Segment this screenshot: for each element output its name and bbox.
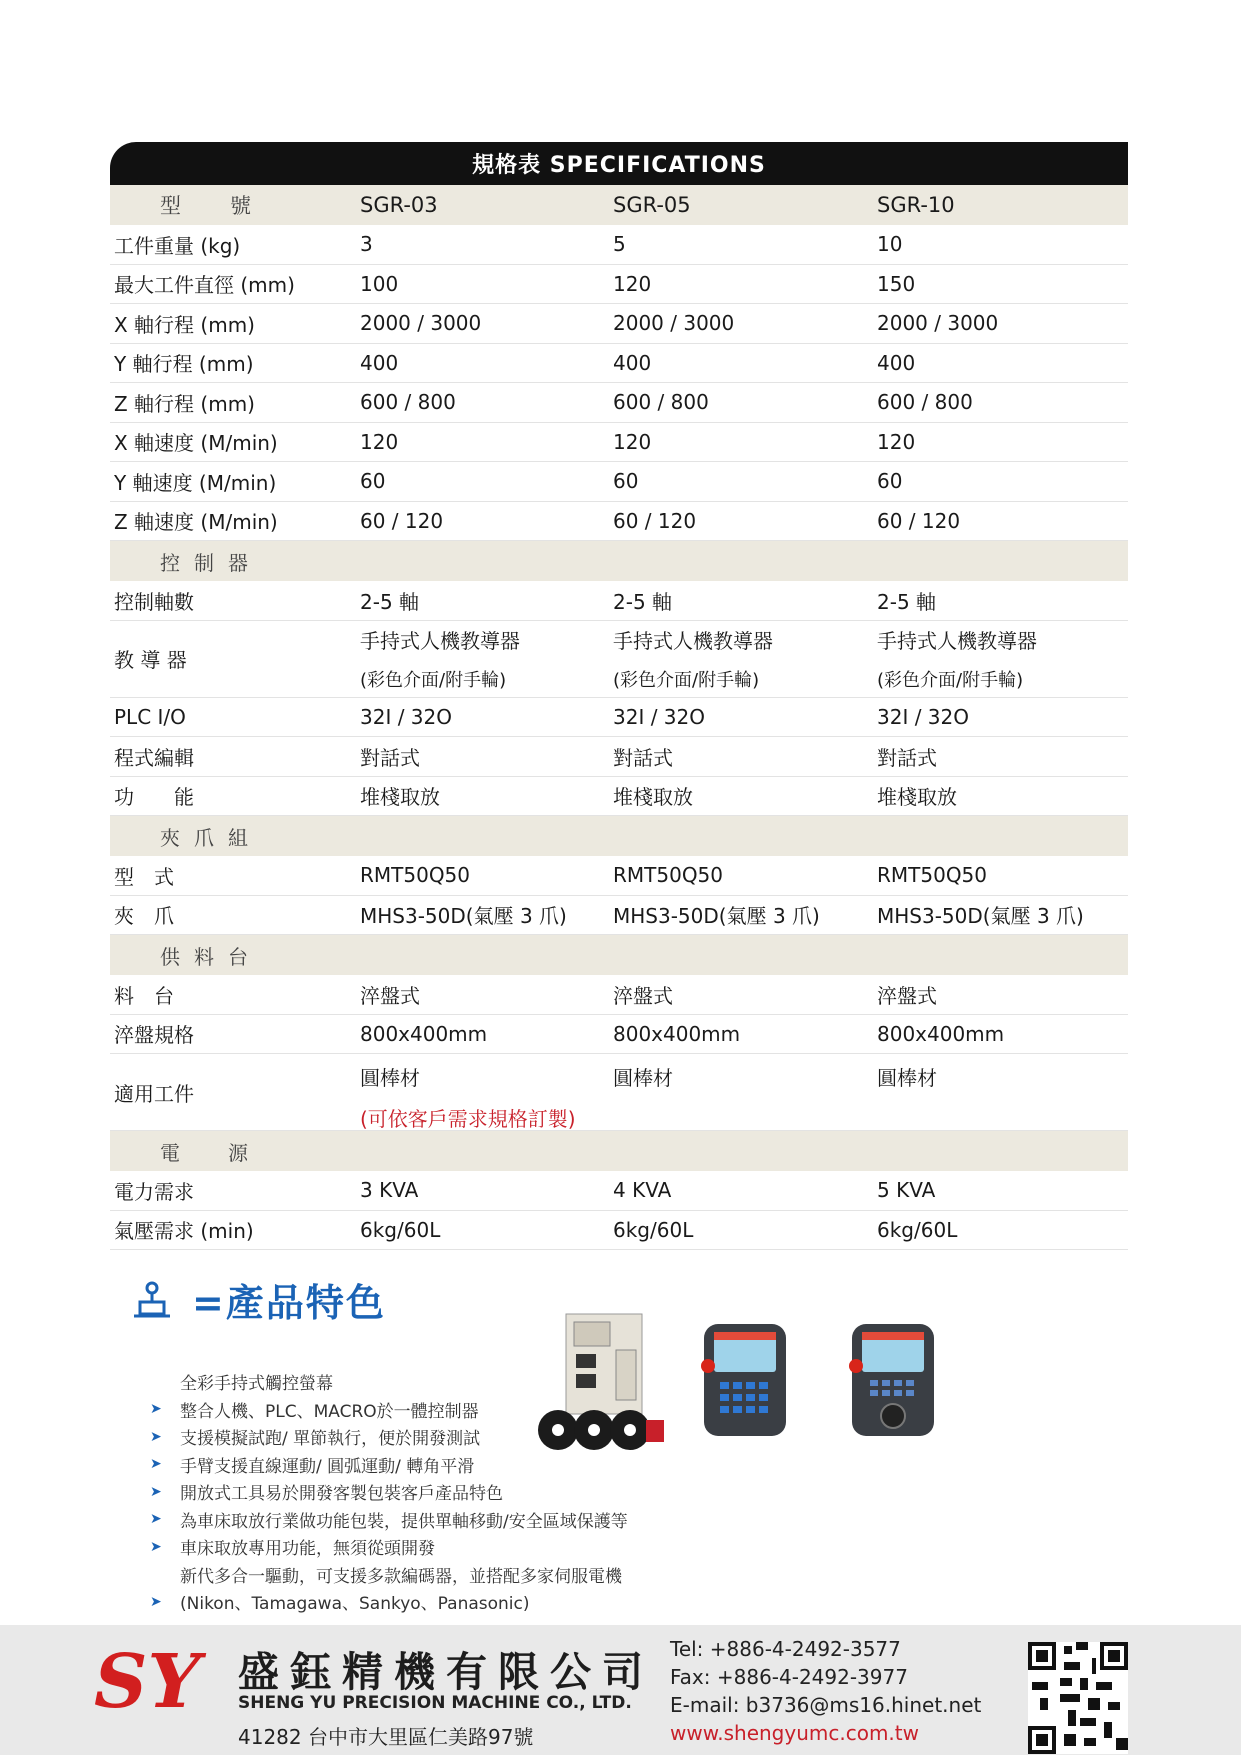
cell: 2000 / 3000 bbox=[877, 311, 999, 336]
qr-code bbox=[1028, 1641, 1128, 1755]
features-title: =產品特色 bbox=[192, 1281, 386, 1325]
cell: 5 bbox=[613, 232, 626, 257]
row-label: 型 式 bbox=[114, 864, 174, 889]
spec-row bbox=[110, 581, 1128, 621]
feature-text: 全彩手持式觸控螢幕 bbox=[180, 1374, 333, 1395]
fax: Fax: +886-4-2492-3977 bbox=[670, 1665, 908, 1689]
cell: 手持式人機教導器 bbox=[613, 629, 773, 653]
cell: 60 bbox=[877, 469, 903, 494]
cell: 400 bbox=[360, 350, 399, 375]
cell: 60 / 120 bbox=[360, 508, 444, 533]
model-col: SGR-03 bbox=[360, 193, 438, 217]
arrow-icon: ➤ bbox=[150, 1483, 162, 1500]
robot-arm-icon bbox=[130, 1280, 192, 1320]
cell: 60 / 120 bbox=[877, 508, 961, 533]
spec-row bbox=[110, 344, 1128, 384]
cell: 2-5 軸 bbox=[877, 589, 937, 614]
cell: MHS3-50D(氣壓 3 爪) bbox=[613, 904, 820, 929]
cell: 淬盤式 bbox=[613, 983, 673, 1008]
row-label: 電力需求 bbox=[114, 1179, 194, 1204]
cell: 2-5 軸 bbox=[613, 589, 673, 614]
cell: 600 / 800 bbox=[613, 390, 709, 415]
cell: 2000 / 3000 bbox=[360, 311, 482, 336]
model-col: SGR-10 bbox=[877, 193, 955, 217]
section-feeder bbox=[110, 935, 1128, 975]
cell: 手持式人機教導器 bbox=[877, 629, 1037, 653]
row-label: Z 軸速度 (M/min) bbox=[114, 510, 278, 535]
cell: 3 KVA bbox=[360, 1178, 419, 1203]
cell: 800x400mm bbox=[360, 1021, 488, 1046]
cell: 400 bbox=[613, 350, 652, 375]
feature-text: 手臂支援直線運動/ 圓弧運動/ 轉角平滑 bbox=[180, 1456, 475, 1477]
feature-item bbox=[150, 1506, 628, 1534]
cell: 60 / 120 bbox=[613, 508, 697, 533]
cell: 150 bbox=[877, 271, 916, 296]
row-label: X 軸速度 (M/min) bbox=[114, 431, 278, 456]
spec-row bbox=[110, 304, 1128, 344]
cell: 600 / 800 bbox=[360, 390, 456, 415]
spec-row bbox=[110, 1015, 1128, 1055]
website-link[interactable]: www.shengyumc.com.tw bbox=[670, 1721, 919, 1745]
spec-row bbox=[110, 975, 1128, 1015]
feature-text: (Nikon、Tamagawa、Sankyo、Panasonic) bbox=[180, 1594, 530, 1615]
arrow-icon: ➤ bbox=[150, 1428, 162, 1445]
cell: RMT50Q50 bbox=[613, 863, 724, 888]
feature-item bbox=[150, 1588, 628, 1616]
cell: 100 bbox=[360, 271, 399, 296]
cell: 圓棒材 bbox=[613, 1066, 673, 1090]
cell: 120 bbox=[877, 429, 916, 454]
company-name-zh: 盛鈺精機有限公司 bbox=[238, 1648, 654, 1696]
footer bbox=[0, 1625, 1241, 1755]
row-label: 料 台 bbox=[114, 983, 174, 1008]
cell: 600 / 800 bbox=[877, 390, 973, 415]
row-label: 適用工件 bbox=[114, 1081, 194, 1106]
spec-row bbox=[110, 225, 1128, 265]
feature-item bbox=[150, 1561, 628, 1589]
cell: 圓棒材 bbox=[877, 1066, 937, 1090]
cell: RMT50Q50 bbox=[360, 863, 471, 888]
arrow-icon: ➤ bbox=[150, 1401, 162, 1418]
model-header-row bbox=[110, 185, 1128, 225]
row-label: 氣壓需求 (min) bbox=[114, 1219, 254, 1244]
row-label: 工件重量 (kg) bbox=[114, 233, 241, 258]
cell: 3 bbox=[360, 232, 373, 257]
feature-text: 整合人機、PLC、MACRO於一體控制器 bbox=[180, 1401, 479, 1422]
spec-row bbox=[110, 502, 1128, 542]
section-label: 控制器 bbox=[160, 550, 262, 575]
cell: 6kg/60L bbox=[877, 1217, 958, 1242]
cell: 對話式 bbox=[613, 745, 673, 770]
cell: 堆棧取放 bbox=[613, 785, 693, 810]
row-label: 最大工件直徑 (mm) bbox=[114, 273, 295, 298]
cell: 2-5 軸 bbox=[360, 589, 420, 614]
cell: MHS3-50D(氣壓 3 爪) bbox=[877, 904, 1084, 929]
cell: 6kg/60L bbox=[613, 1217, 694, 1242]
spec-row bbox=[110, 1171, 1128, 1211]
row-label: 淬盤規格 bbox=[114, 1023, 194, 1048]
model-col: SGR-05 bbox=[613, 193, 691, 217]
spec-table bbox=[110, 142, 1128, 1250]
features-header bbox=[130, 1272, 386, 1327]
row-label: 夾 爪 bbox=[114, 904, 174, 929]
spec-row bbox=[110, 265, 1128, 305]
cell: 5 KVA bbox=[877, 1178, 936, 1203]
row-label: 教 導 器 bbox=[114, 648, 187, 672]
cell: 10 bbox=[877, 232, 903, 257]
row-label: PLC I/O bbox=[114, 704, 186, 729]
arrow-icon: ➤ bbox=[150, 1538, 162, 1555]
arrow-icon: ➤ bbox=[150, 1456, 162, 1473]
cell: MHS3-50D(氣壓 3 爪) bbox=[360, 904, 567, 929]
handheld-pendant-keypad-image bbox=[700, 1318, 790, 1438]
spec-row bbox=[110, 777, 1128, 817]
row-label: 控制軸數 bbox=[114, 589, 194, 614]
cell: 120 bbox=[613, 429, 652, 454]
arrow-icon: ➤ bbox=[150, 1593, 162, 1610]
row-label: Z 軸行程 (mm) bbox=[114, 391, 255, 416]
cell: 800x400mm bbox=[877, 1021, 1005, 1046]
spec-row bbox=[110, 737, 1128, 777]
spec-row bbox=[110, 462, 1128, 502]
spec-row-workpiece bbox=[110, 1054, 1128, 1131]
spec-row bbox=[110, 423, 1128, 463]
arrow-icon: ➤ bbox=[150, 1511, 162, 1528]
row-label: X 軸行程 (mm) bbox=[114, 312, 255, 337]
custom-note: (可依客戶需求規格訂製) bbox=[360, 1107, 576, 1131]
cell: 60 bbox=[613, 469, 639, 494]
feature-item bbox=[150, 1478, 628, 1506]
row-label: Y 軸速度 (M/min) bbox=[114, 470, 277, 495]
cell: 800x400mm bbox=[613, 1021, 741, 1046]
cell: 圓棒材 bbox=[360, 1066, 420, 1090]
cell: 400 bbox=[877, 350, 916, 375]
spec-title: 規格表 SPECIFICATIONS bbox=[110, 142, 1128, 185]
spec-row bbox=[110, 698, 1128, 738]
section-controller bbox=[110, 541, 1128, 581]
section-power bbox=[110, 1131, 1128, 1171]
cell: 手持式人機教導器 bbox=[360, 629, 520, 653]
cell: 淬盤式 bbox=[877, 983, 937, 1008]
spec-row bbox=[110, 856, 1128, 896]
svg-text:SY: SY bbox=[94, 1639, 201, 1725]
cell: 60 bbox=[360, 469, 386, 494]
section-label: 電 源 bbox=[160, 1140, 262, 1165]
feature-item bbox=[150, 1533, 628, 1561]
email[interactable]: E-mail: b3736@ms16.hinet.net bbox=[670, 1693, 982, 1717]
cell: 120 bbox=[360, 429, 399, 454]
handheld-pendant-wheel-image bbox=[848, 1318, 938, 1438]
cell: 6kg/60L bbox=[360, 1217, 441, 1242]
servo-motors-image bbox=[530, 1400, 670, 1460]
cell: 2000 / 3000 bbox=[613, 311, 735, 336]
spec-row bbox=[110, 1211, 1128, 1251]
cell: 32I / 32O bbox=[360, 704, 452, 729]
section-label: 夾爪組 bbox=[160, 825, 262, 850]
section-label: 供料台 bbox=[160, 944, 262, 969]
row-label: 程式編輯 bbox=[114, 745, 194, 770]
company-name-en: SHENG YU PRECISION MACHINE CO., LTD. bbox=[238, 1693, 632, 1713]
cell: 對話式 bbox=[360, 745, 420, 770]
cell: 淬盤式 bbox=[360, 983, 420, 1008]
company-address: 41282 台中市大里區仁美路97號 bbox=[238, 1725, 534, 1749]
spec-row bbox=[110, 896, 1128, 936]
spec-row-pendant bbox=[110, 621, 1128, 698]
cell-sub: (彩色介面/附手輪) bbox=[613, 670, 760, 691]
cell: 對話式 bbox=[877, 745, 937, 770]
cell: 32I / 32O bbox=[877, 704, 969, 729]
spec-row bbox=[110, 383, 1128, 423]
tel: Tel: +886-4-2492-3577 bbox=[670, 1637, 901, 1661]
row-label: Y 軸行程 (mm) bbox=[114, 352, 254, 377]
cell: RMT50Q50 bbox=[877, 863, 988, 888]
row-label: 功 能 bbox=[114, 785, 194, 810]
model-label: 型 號 bbox=[160, 194, 265, 218]
cell: 堆棧取放 bbox=[877, 785, 957, 810]
cell: 堆棧取放 bbox=[360, 785, 440, 810]
cell: 32I / 32O bbox=[613, 704, 705, 729]
feature-text: 車床取放專用功能，無須從頭開發 bbox=[180, 1539, 435, 1560]
cell-sub: (彩色介面/附手輪) bbox=[360, 670, 507, 691]
feature-text: 為車床取放行業做功能包裝，提供單軸移動/安全區域保護等 bbox=[180, 1511, 628, 1532]
section-gripper bbox=[110, 816, 1128, 856]
company-logo bbox=[90, 1637, 210, 1727]
contact-block bbox=[670, 1635, 981, 1747]
feature-text: 支援模擬試跑/ 單節執行，便於開發測試 bbox=[180, 1429, 481, 1450]
feature-text: 開放式工具易於開發客製包裝客戶產品特色 bbox=[180, 1484, 503, 1505]
cell: 120 bbox=[613, 271, 652, 296]
cell-sub: (彩色介面/附手輪) bbox=[877, 670, 1024, 691]
cell: 4 KVA bbox=[613, 1178, 672, 1203]
feature-text: 新代多合一驅動，可支援多款編碼器，並搭配多家伺服電機 bbox=[180, 1566, 622, 1587]
